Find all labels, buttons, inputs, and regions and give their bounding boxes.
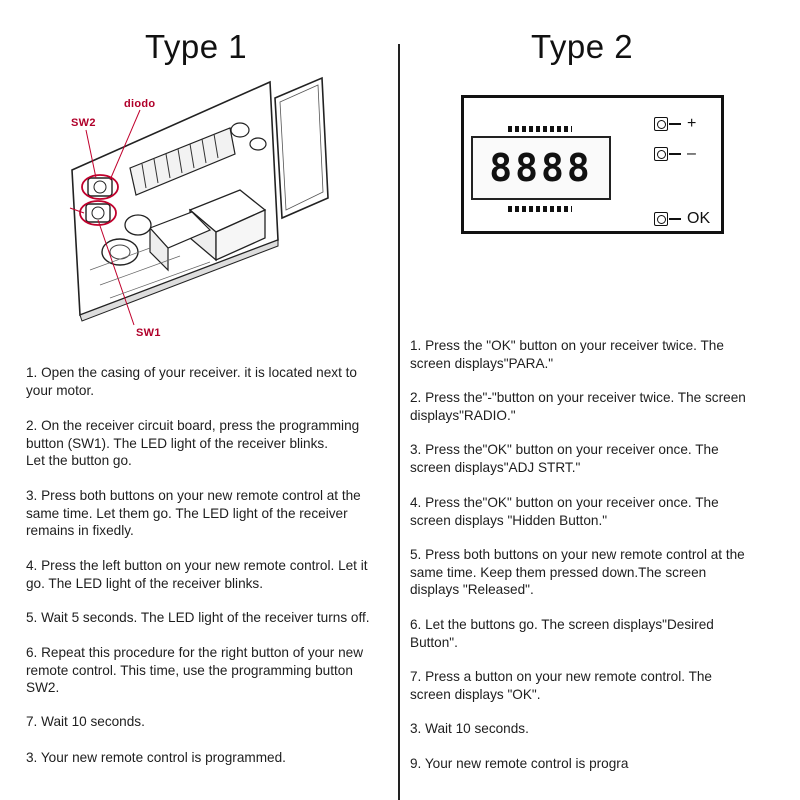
callout-sw2: SW2	[71, 117, 96, 129]
type2-step-5: 5. Press both buttons on your new remote control at the same time. Keep them pressed down.The screen displays "Released".	[410, 547, 745, 597]
column-divider	[398, 44, 400, 800]
type2-step-4: 4. Press the"OK" button on your receiver once. The screen displays "Hidden Button."	[410, 495, 719, 528]
push-button-icon	[654, 147, 668, 161]
lcd-screen	[471, 136, 611, 200]
type1-title: Type 1	[145, 28, 248, 65]
type1-step-4: 4. Press the left button on your new remote control. Let it go. The LED light of the receiver blinks.	[26, 558, 368, 591]
type2-section	[401, 0, 800, 800]
type2-step-3: 3. Press the"OK" button on your receiver once. The screen displays"ADJ STRT."	[410, 442, 719, 475]
ok-button[interactable]	[654, 211, 710, 227]
type1-step-1: 1. Open the casing of your receiver. it is located next to your motor.	[26, 365, 357, 398]
type2-title: Type 2	[531, 28, 634, 65]
type1-step-6: 6. Repeat this procedure for the right button of your new remote control. This time, use the programming button SW2.	[26, 645, 364, 695]
type1-step-7: 7. Wait 10 seconds.	[26, 714, 145, 729]
capacitor	[102, 239, 138, 265]
type1-step-5: 5. Wait 5 seconds. The LED light of the receiver turns off.	[26, 610, 370, 625]
type1-step-3: 3. Press both buttons on your new remote control at the same time. Let them go. The LED light of the receiver remains in fixedly.	[26, 488, 361, 538]
type2-step-9: 9. Your new remote control is progra	[410, 756, 629, 771]
plus-button-label: +	[687, 115, 697, 132]
type2-step-8: 3. Wait 10 seconds.	[410, 721, 529, 736]
circuit-board-illustration	[60, 70, 340, 330]
type1-section	[0, 0, 398, 800]
capacitor	[125, 215, 151, 235]
receiver-display-panel	[461, 95, 724, 234]
push-button-icon	[654, 117, 668, 131]
display-pins-bottom	[508, 206, 572, 212]
lcd-digits: 8888	[489, 146, 593, 190]
ok-button-label: OK	[687, 210, 711, 227]
type2-step-7: 7. Press a button on your new remote control. The screen displays "OK".	[410, 669, 712, 702]
callout-sw1: SW1	[136, 327, 161, 339]
plus-button[interactable]	[654, 116, 696, 132]
type1-step-8: 3. Your new remote control is programmed.	[26, 750, 286, 765]
minus-button[interactable]	[654, 146, 696, 162]
display-pins-top	[508, 126, 572, 132]
capacitor	[231, 123, 249, 137]
type2-step-2: 2. Press the"-"button on your receiver twice. The screen displays"RADIO."	[410, 390, 746, 423]
push-button-icon	[654, 212, 668, 226]
type2-step-6: 6. Let the buttons go. The screen displays"Desired Button".	[410, 617, 714, 650]
type2-step-1: 1. Press the "OK" button on your receiver twice. The screen displays"PARA."	[410, 338, 724, 371]
type1-step-2: 2. On the receiver circuit board, press the programming button (SW1). The LED light of the receiver blinks. Let the button go.	[26, 418, 360, 468]
led	[250, 138, 266, 150]
callout-diode: diodo	[124, 98, 156, 110]
minus-button-label: –	[687, 145, 696, 162]
